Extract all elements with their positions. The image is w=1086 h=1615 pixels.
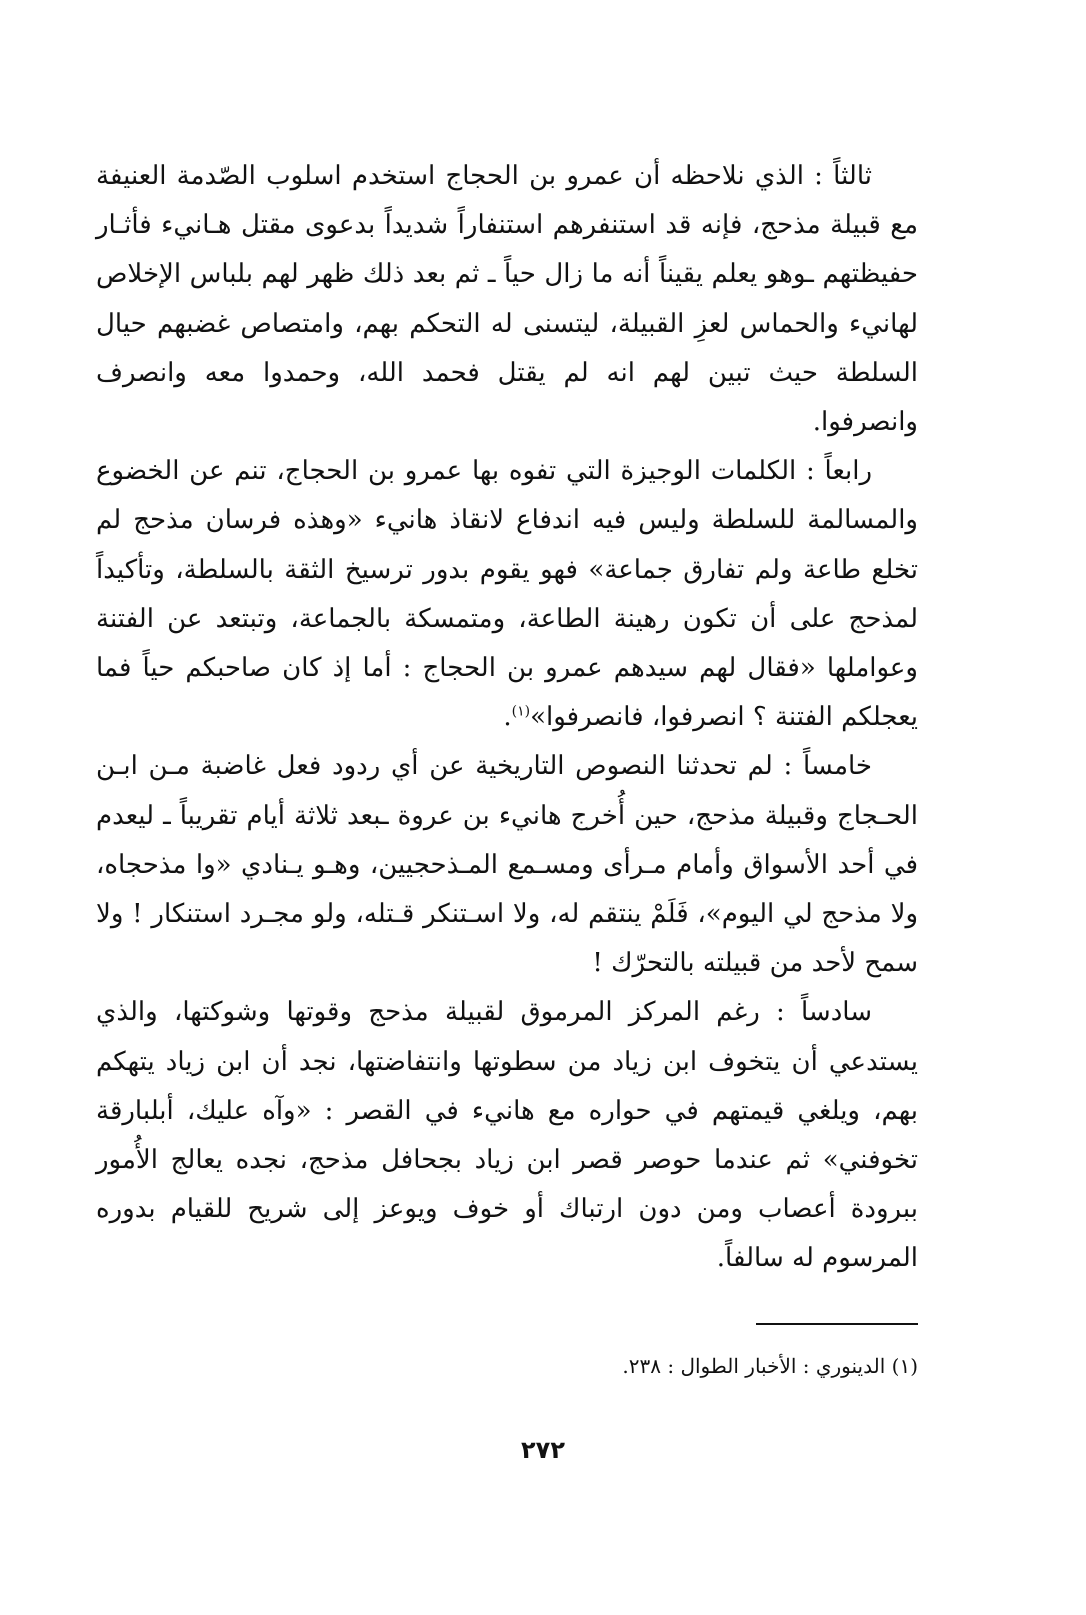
paragraph-fourth: رابعاً : الكلمات الوجيزة التي تفوه بها عمرو بن الحجاج، تنم عن الخضوع والمسالمة للسلطة وليس فيه اندفاع لانقاذ هانيء «وهذه فرسان مذحج لم تخلع طاعة ولم تفارق جماعة» فهو يقوم بدور ترسيخ الثقة بالسلطة، وتأكيداً لمذحج على أن تكون رهينة الطاعة، ومتمسكة بالجماعة، وتبتعد عن الفتنة وعواملها «فقال لهم سيدهم عمرو بن الحجاج : أما إذ كان صاحبكم حياً فما يعجلكم الفتنة ؟ انصرفوا، فانصرفوا»$^{(١)}$. [96, 456, 919, 733]
paragraph-third: ثالثاً : الذي نلاحظه أن عمرو بن الحجاج استخدم اسلوب الصّدمة العنيفة مع قبيلة مذحج، فإنه قد استنفرهم استنفاراً شديداً بدعوى مقتل هـانيء فأثـار حفيظتهم ـوهو يعلم يقيناً أنه ما زال حياً ـ ثم بعد ذلك ظهر لهم بلباس الإخلاص لهانيء والحماس لعزِ القبيلة، ليتسنى له التحكم بهم، وامتصاص غضبهم حيال السلطة حيث تبين لهم انه لم يقتل فحمد الله، وحمدوا معه وانصرف وانصرفوا. [96, 161, 918, 438]
body-text [96, 152, 918, 1284]
footnote-marker: (١) [511, 703, 531, 720]
paragraph-sixth: سادساً : رغم المركز المرموق لقبيلة مذحج وقوتها وشوكتها، والذي يستدعي أن يتخوف ابن زياد من سطوتها وانتفاضتها، نجد أن ابن زياد يتهكم بهم، ويلغي قيمتهم في حواره مع هانيء في القصر : «وآه عليك، أبلبارقة تخوفني» ثم عندما حوصر قصر ابن زياد بجحافل مذحج، نجده يعالج الأُمور ببرودة أعصاب ومن دون ارتباك أو خوف ويوعز إلى شريح للقيام بدوره المرسوم له سالفاً. [96, 997, 918, 1274]
page-number: ٢٧٢ [521, 1436, 565, 1464]
footnote: (١) الدينوري : الأخبار الطوال : ٢٣٨. [622, 1354, 918, 1378]
footnote-divider [756, 1323, 918, 1325]
paragraph-fifth: خامساً : لم تحدثنا النصوص التاريخية عن أي ردود فعل غاضبة مـن ابـن الحـجاج وقبيلة مذحج، حين أُخرج هانيء بن عروة ـبعد ثلاثة أيام تقريباً ـ ليعدم في أحد الأسواق وأمام مـرأى ومسـمع المـذحجيين، وهـو يـنادي «وا مذحجاه، ولا مذحج لي اليوم»، فَلَمْ ينتقم له، ولا اسـتنكر قـتله، ولو مجـرد استنكار ! ولا سمح لأحد من قبيلته بالتحرّك ! [96, 751, 918, 979]
